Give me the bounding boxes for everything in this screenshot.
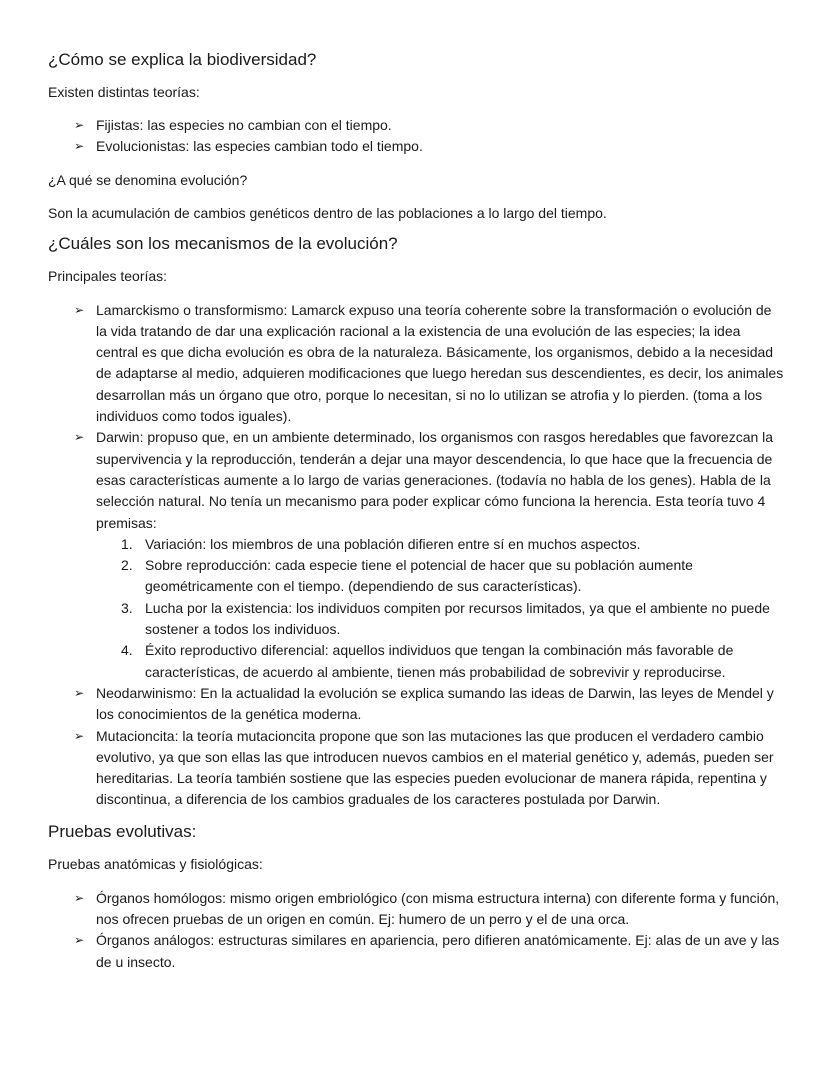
arrow-bullet-icon: ➢ (74, 890, 85, 905)
list-item-darwin: ➢ Darwin: propuso que, en un ambiente determinado, los organismos con rasgos heredables que favorezcan la supervivencia y la reproducción, tenderán a dejar una mayor descendencia, lo que hace que la frecuencia de esas características aumente a lo largo de varias generaciones. (todavía no habla de los genes). Habla de la selección natural. No tenía un mecanismo para poder explicar cómo funciona la herencia. Esta teoría tuvo 4 premisas: 1. Variación: los miembros de una población difieren entre sí en muchos aspectos. 2. Sobre reproducción: cada especie tiene el potencial de hacer que su población aumente geométricamente con el tiempo. (dependiendo de sus características). 3. Lucha por la existencia: los individuos compiten por recursos limitados, ya que el ambiente no puede sostener a todos los individuos. 4. Éxito reproductivo diferencial: aquellos individuos que tengan la combinación más favorable de características, de acuerdo al ambiente, tienen más probabilidad de sobrevivir y reproducirse. (48, 427, 786, 683)
list-item-lamarckismo: ➢ Lamarckismo o transformismo: Lamarck expuso una teoría coherente sobre la transformación o evolución de la vida tratando de dar una explicación racional a la existencia de una evolución de las especies; la idea central es que dicha evolución es obra de la naturaleza. Básicamente, los organismos, debido a la necesidad de adaptarse al medio, adquieren modificaciones que luego heredan sus descendientes, es decir, los animales desarrollan más un órgano que otro, porque lo necesitan, si no lo utilizan se atrofia y lo pierden. (toma a los individuos como todos iguales). (74, 301, 784, 425)
arrow-bullet-icon: ➢ (74, 302, 85, 317)
list-item-neodarwinismo: ➢ Neodarwinismo: En la actualidad la evolución se explica sumando las ideas de Darwin, las leyes de Mendel y los conocimientos de la genética moderna. (74, 684, 774, 723)
premisa-item: 4. Éxito reproductivo diferencial: aquellos individuos que tengan la combinación más favorable de características, de acuerdo al ambiente, tienen más probabilidad de sobrevivir y reproducirse. (121, 642, 734, 680)
arrow-bullet-icon: ➢ (74, 685, 85, 700)
intro-teorias: Existen distintas teorías: (48, 84, 200, 100)
document-page (48, 48, 786, 973)
arrow-bullet-icon: ➢ (74, 118, 85, 132)
question-evolucion: ¿A qué se denomina evolución? (48, 171, 248, 188)
intro-pruebas-anatomicas: Pruebas anatómicas y fisiológicas: (48, 855, 263, 872)
premisas-list (96, 534, 786, 683)
list-item-mutacioncita: ➢ Mutacioncita: la teoría mutacioncita propone que son las mutaciones las que producen el verdadero cambio evolutivo, ya que son ellas las que introducen nuevos cambios en el material genético y, además, pueden ser hereditarias. La teoría también sostiene que las especies pueden evolucionar de manera rápida, repentina y discontinua, a diferencia de los cambios graduales de los caracteres postulada por Darwin. (74, 727, 774, 808)
mecanismos-list (48, 300, 786, 811)
heading-biodiversidad: ¿Cómo se explica la biodiversidad? (48, 50, 317, 69)
teorias-list (48, 115, 786, 158)
list-item-organos-homologos: ➢ Órganos homólogos: mismo origen embriológico (con misma estructura interna) con diferente forma y función, nos ofrecen pruebas de un origen en común. Ej: humero de un perro y el de una orca. (74, 889, 780, 928)
answer-evolucion: Son la acumulación de cambios genéticos dentro de las poblaciones a lo largo del tiempo. (48, 204, 607, 221)
list-item-organos-analogos: ➢ Órganos análogos: estructuras similares en apariencia, pero difieren anatómicamente. Ej: alas de un ave y las de u insecto. (74, 932, 780, 970)
premisa-item: 2. Sobre reproducción: cada especie tiene el potencial de hacer que su población aumente geométricamente con el tiempo. (dependiendo de sus características). (121, 557, 693, 595)
pruebas-list (48, 888, 786, 973)
arrow-bullet-icon: ➢ (74, 728, 85, 743)
intro-principales-teorias: Principales teorías: (48, 267, 168, 284)
premisa-item: 1. Variación: los miembros de una población difieren entre sí en muchos aspectos. (121, 535, 641, 552)
heading-pruebas-evolutivas: Pruebas evolutivas: (48, 821, 197, 841)
premisa-item: 3. Lucha por la existencia: los individuos compiten por recursos limitados, ya que el ambiente no puede sostener a todos los individuos. (121, 599, 770, 638)
list-item-fijistas: ➢ Fijistas: las especies no cambian con el tiempo. (48, 115, 786, 136)
arrow-bullet-icon: ➢ (74, 430, 85, 445)
arrow-bullet-icon: ➢ (74, 139, 85, 154)
arrow-bullet-icon: ➢ (74, 933, 85, 948)
heading-mecanismos: ¿Cuáles son los mecanismos de la evolución? (48, 233, 398, 253)
list-item-evolucionistas: ➢ Evolucionistas: las especies cambian todo el tiempo. (48, 136, 786, 157)
